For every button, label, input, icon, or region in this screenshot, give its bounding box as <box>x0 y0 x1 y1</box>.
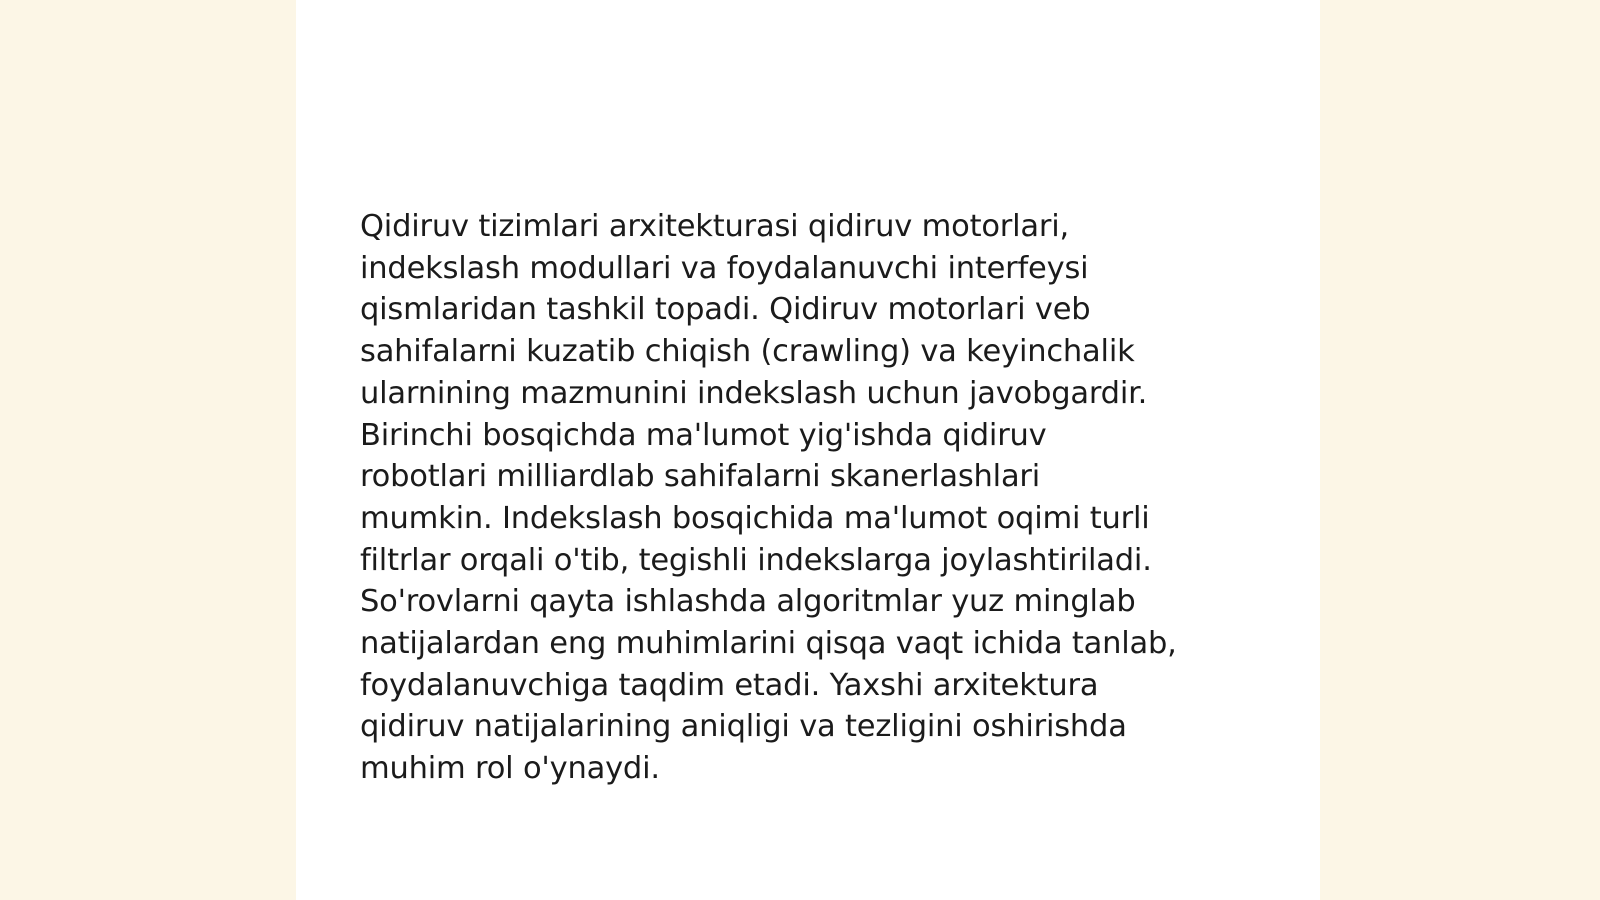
document-page <box>296 0 1320 900</box>
body-paragraph: Qidiruv tizimlari arxitekturasi qidiruv motorlari, indekslash modullari va foydalanuvchi interfeysi qismlaridan tashkil topadi. Qidiruv motorlari veb sahifalarni kuzatib chiqish (crawling) va keyinchalik ularnining mazmunini indekslash uchun javobgardir. Birinchi bosqichda ma'lumot yig'ishda qidiruv robotlari milliardlab sahifalarni skanerlashlari mumkin. Indekslash bosqichida ma'lumot oqimi turli filtrlar orqali o'tib, tegishli indekslarga joylashtiriladi. So'rovlarni qayta ishlashda algoritmlar yuz minglab natijalardan eng muhimlarini qisqa vaqt ichida tanlab, foydalanuvchiga taqdim etadi. Yaxshi arxitektura qidiruv natijalarining aniqligi va tezligini oshirishda muhim rol o'ynaydi. <box>360 209 1177 787</box>
